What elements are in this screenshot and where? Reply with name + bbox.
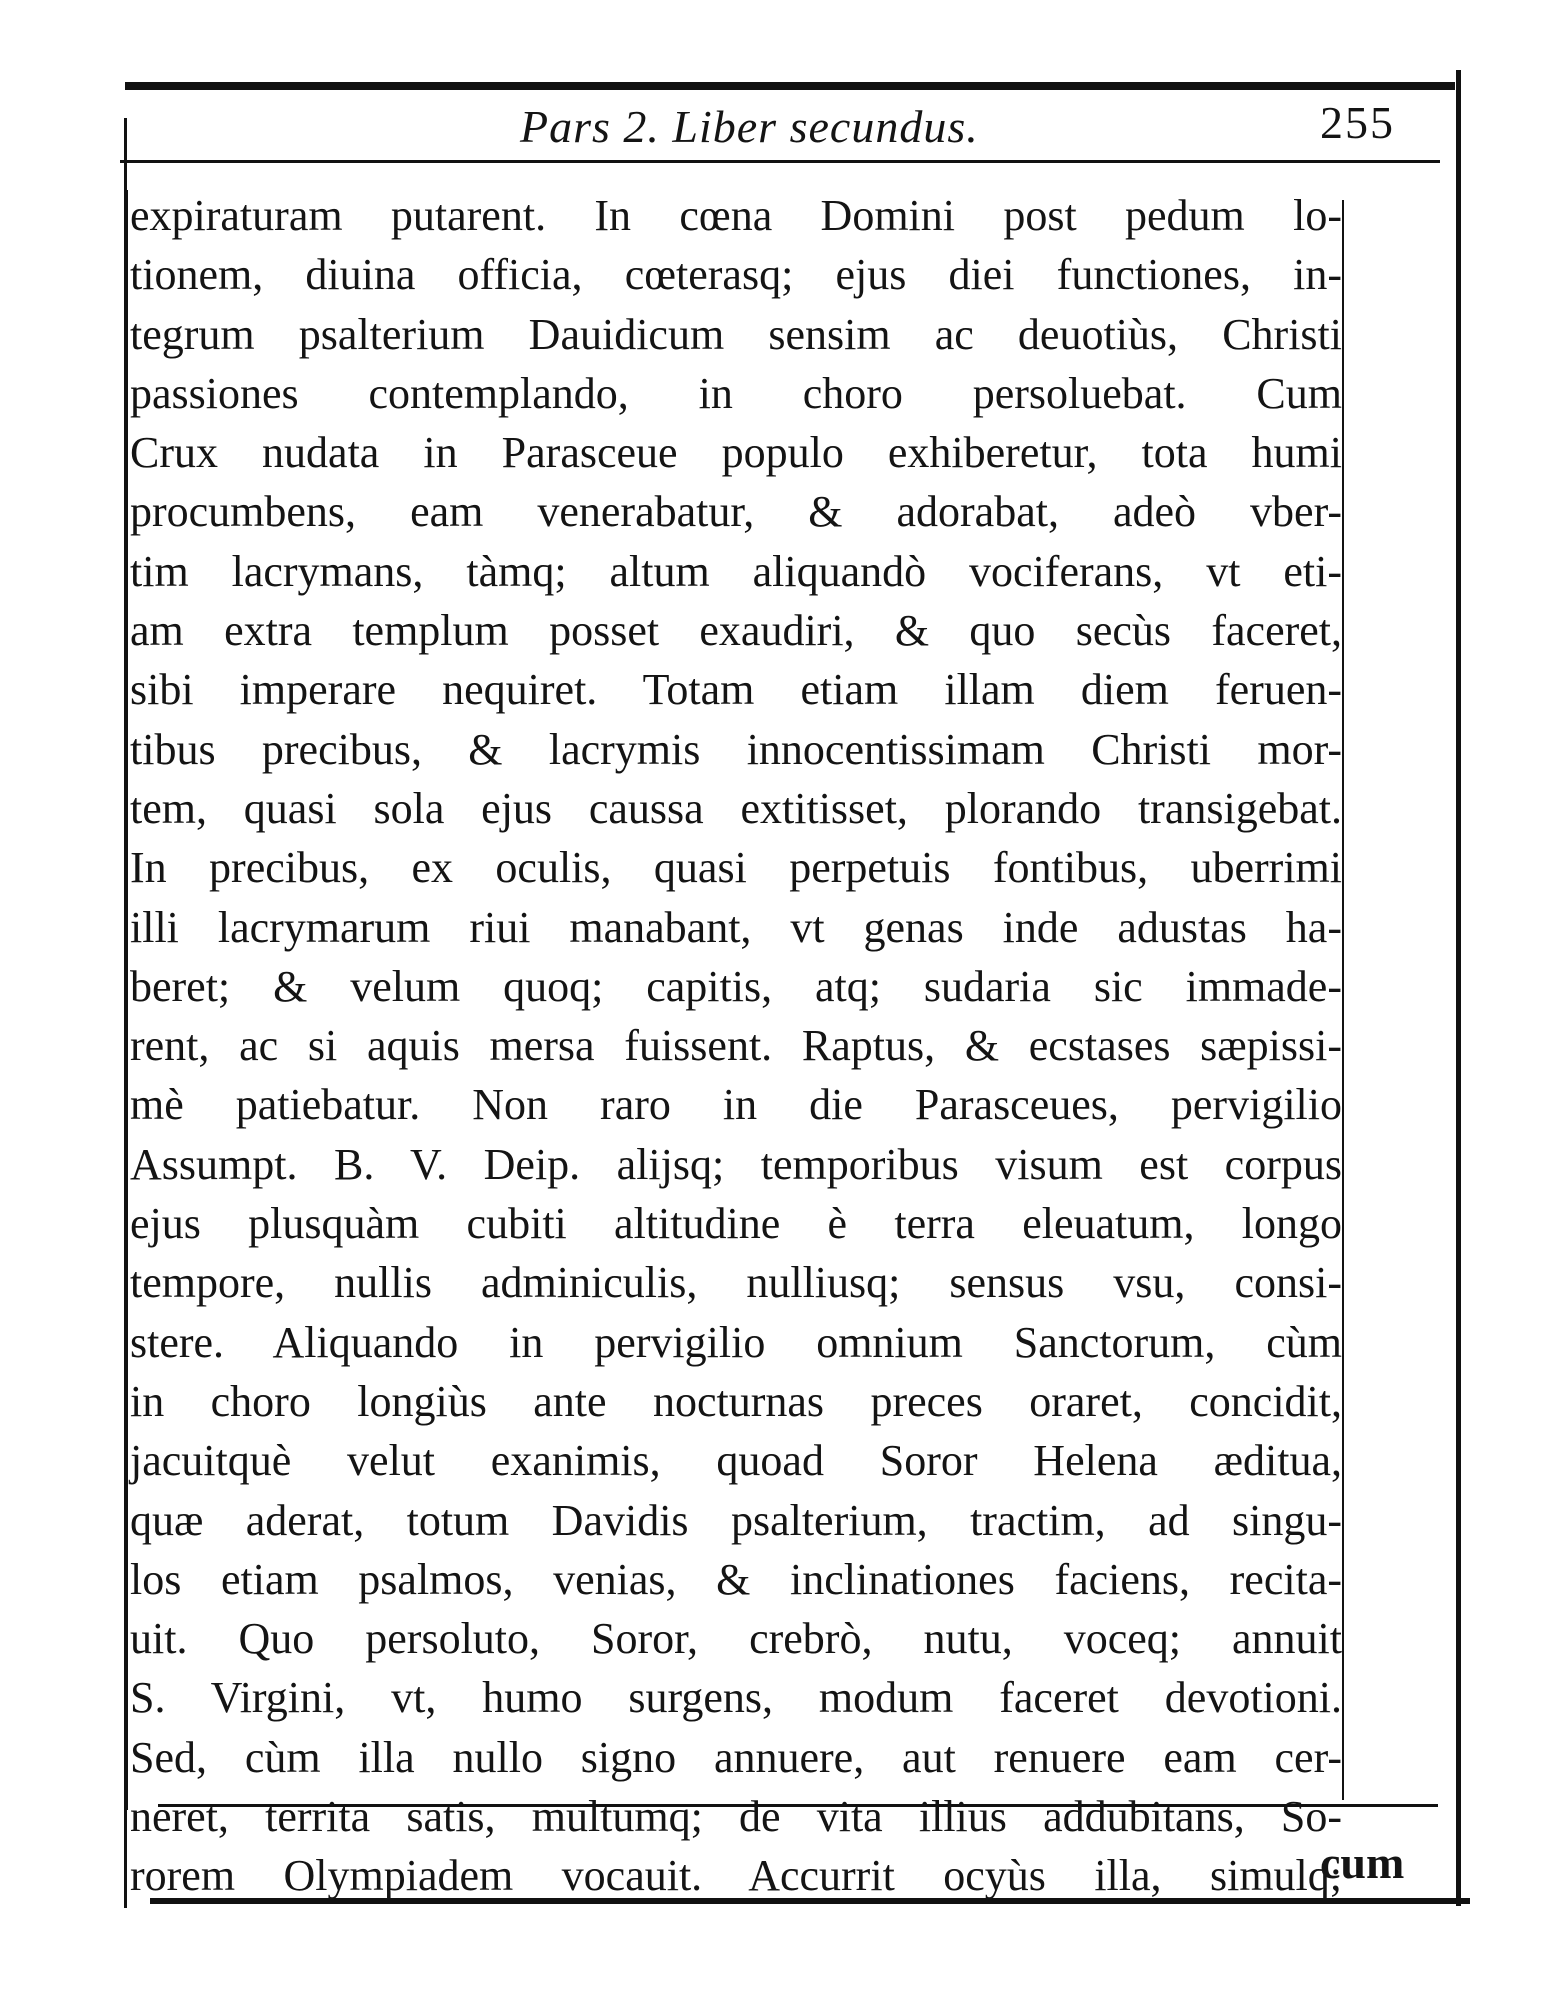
- text-line-14: beret; & velum quoq; capitis, atq; sudaria sic immade-: [130, 961, 1342, 1011]
- text-line-12: In precibus, ex oculis, quasi perpetuis fontibus, uberrimi: [130, 843, 1342, 893]
- top-frame-rule: [125, 82, 1455, 90]
- text-line-4: passiones contemplando, in choro persoluebat. Cum: [130, 368, 1342, 418]
- text-line-18: ejus plusquàm cubiti altitudine è terra eleuatum, longo: [130, 1199, 1342, 1249]
- text-line-2: tionem, diuina officia, cœterasq; ejus diei functiones, in-: [130, 250, 1342, 300]
- text-line-25: uit. Quo persoluto, Soror, crebrò, nutu, voceq; annuit: [130, 1614, 1342, 1664]
- text-line-17: Assumpt. B. V. Deip. alijsq; temporibus visum est corpus: [130, 1139, 1342, 1189]
- text-line-5: Crux nudata in Parasceue populo exhiberetur, tota humi: [130, 428, 1342, 478]
- text-line-1: expiraturam putarent. In cœna Domini post pedum lo-: [130, 191, 1342, 240]
- text-line-24: los etiam psalmos, venias, & inclinationes faciens, recita-: [130, 1554, 1342, 1604]
- body-text: [130, 186, 1342, 1906]
- text-block-right-rule: [1342, 200, 1344, 1800]
- text-line-15: rent, ac si aquis mersa fuissent. Raptus, & ecstases sæpissi-: [130, 1021, 1342, 1071]
- text-line-7: tim lacrymans, tàmq; altum aliquandò vociferans, vt eti-: [130, 546, 1342, 596]
- text-line-22: jacuitquè velut exanimis, quoad Soror Helena æditua,: [130, 1436, 1342, 1486]
- right-frame-rule: [1456, 70, 1461, 1906]
- text-line-27: Sed, cùm illa nullo signo annuere, aut renuere eam cer-: [130, 1732, 1342, 1782]
- text-line-26: S. Virgini, vt, humo surgens, modum faceret devotioni.: [130, 1673, 1342, 1723]
- header-underline-rule: [120, 160, 1440, 163]
- text-line-21: in choro longiùs ante nocturnas preces oraret, concidit,: [130, 1376, 1342, 1426]
- text-line-29: rorem Olympiadem vocauit. Accurrit ocyùs illa, simulq;: [130, 1851, 1342, 1901]
- text-line-9: sibi imperare nequiret. Totam etiam illam diem feruen-: [130, 665, 1342, 715]
- text-line-11: tem, quasi sola ejus caussa extitisset, plorando transigebat.: [130, 783, 1342, 833]
- text-line-3: tegrum psalterium Dauidicum sensim ac deuotiùs, Christi: [130, 309, 1342, 359]
- page-number: 255: [1320, 97, 1395, 148]
- text-line-6: procumbens, eam venerabatur, & adorabat, adeò vber-: [130, 487, 1342, 537]
- catchword: cum: [1320, 1837, 1405, 1888]
- text-line-10: tibus precibus, & lacrymis innocentissimam Christi mor-: [130, 724, 1342, 774]
- text-line-19: tempore, nullis adminiculis, nulliusq; sensus vsu, consi-: [130, 1258, 1342, 1308]
- text-line-20: stere. Aliquando in pervigilio omnium Sanctorum, cùm: [130, 1317, 1342, 1367]
- text-line-28: neret, territa satis, multumq; de vita illius addubitans, So-: [130, 1792, 1342, 1842]
- running-header-title: Pars 2. Liber secundus.: [520, 101, 979, 152]
- text-block-left-rule: [126, 190, 128, 1810]
- text-line-16: mè patiebatur. Non raro in die Parasceues, pervigilio: [130, 1080, 1342, 1130]
- text-line-13: illi lacrymarum riui manabant, vt genas inde adustas ha-: [130, 902, 1342, 952]
- text-line-23: quæ aderat, totum Davidis psalterium, tractim, ad singu-: [130, 1495, 1342, 1545]
- text-line-8: am extra templum posset exaudiri, & quo secùs faceret,: [130, 606, 1342, 656]
